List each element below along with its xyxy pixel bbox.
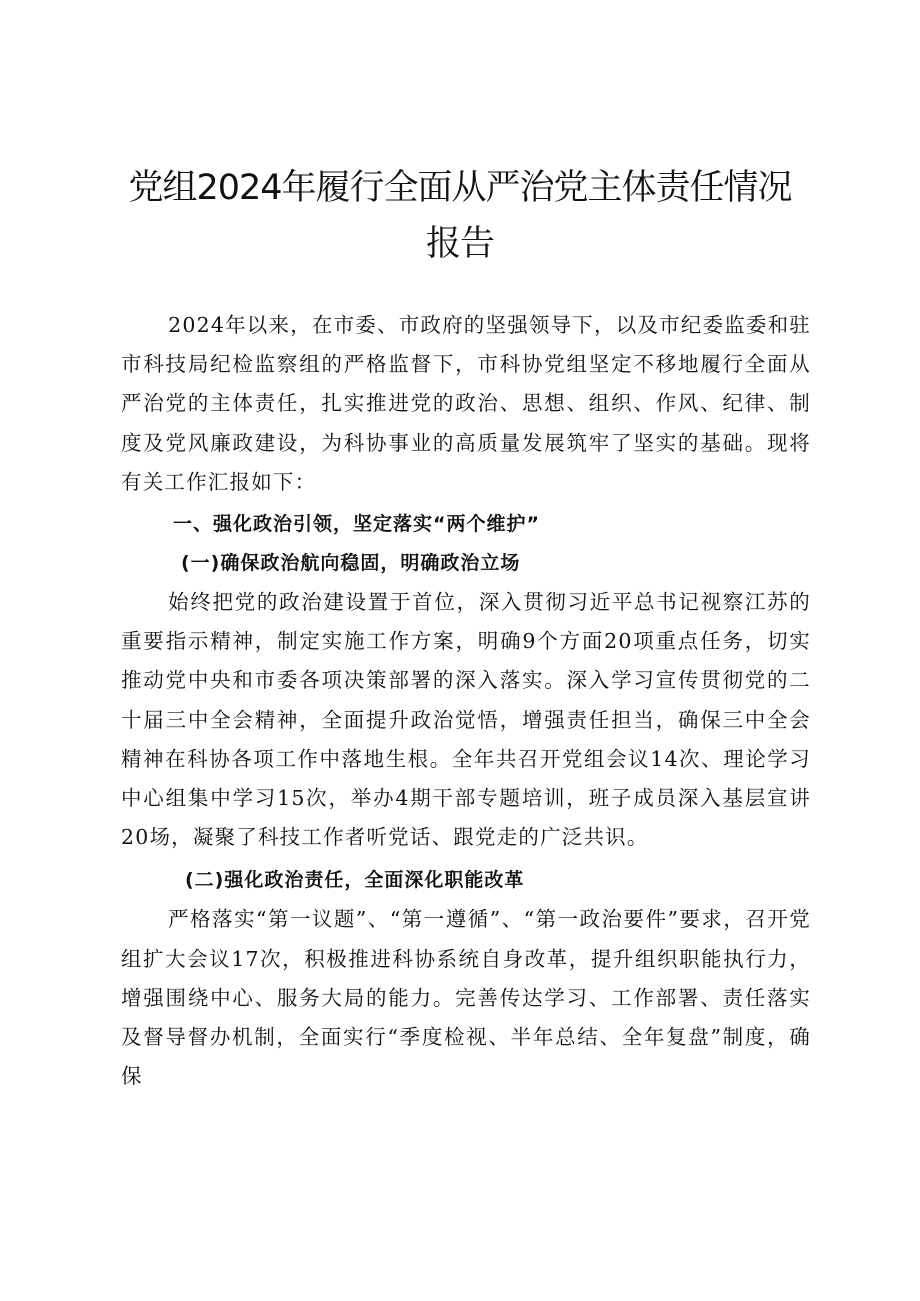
subsection-1-paragraph: 始终把党的政治建设置于首位，深入贯彻习近平总书记视察江苏的重要指示精神，制定实施工作方案，明确9个方面20项重点任务，切实推动党中央和市委各项决策部署的深入落实。深入学习宣传贯彻党的二十届三中全会精神，全面提升政治觉悟，增强责任担当，确保三中全会精神在科协各项工作中落地生根。全年共召开党组会议14次、理论学习中心组集中学习15次，举办4期干部专题培训，班子成员深入基层宣讲20场，凝聚了科技工作者听党话、跟党走的广泛共识。 (121, 590, 811, 850)
subsection-2-paragraph: 严格落实“第一议题”、“第一遵循”、“第一政治要件”要求，召开党组扩大会议17次，积极推进科协系统自身改革，提升组织职能执行力，增强围绕中心、服务大局的能力。完善传达学习、工作部署、责任落实及督导督办机制，全面实行“季度检视、半年总结、全年复盘”制度，确保 (121, 907, 811, 1089)
subsection-1-heading: (一)确保政治航向稳固，明确政治立场 (181, 552, 521, 575)
title-line-2: 报告 (425, 224, 494, 264)
title-line-1: 党组2024年履行全面从严治党主体责任情况 (128, 168, 792, 208)
section-1-heading: 一、强化政治引领，坚定落实“两个维护” (173, 513, 540, 536)
document-body (121, 306, 811, 1096)
subsection-2-heading: (二)强化政治责任，全面深化职能改革 (185, 869, 525, 892)
document-title (90, 160, 830, 272)
intro-paragraph: 2024年以来，在市委、市政府的坚强领导下，以及市纪委监委和驻市科技局纪检监察组的严格监督下，市科协党组坚定不移地履行全面从严治党的主体责任，扎实推进党的政治、思想、组织、作风、纪律、制度及党风廉政建设，为科协事业的高质量发展筑牢了坚实的基础。现将有关工作汇报如下： (121, 313, 812, 494)
